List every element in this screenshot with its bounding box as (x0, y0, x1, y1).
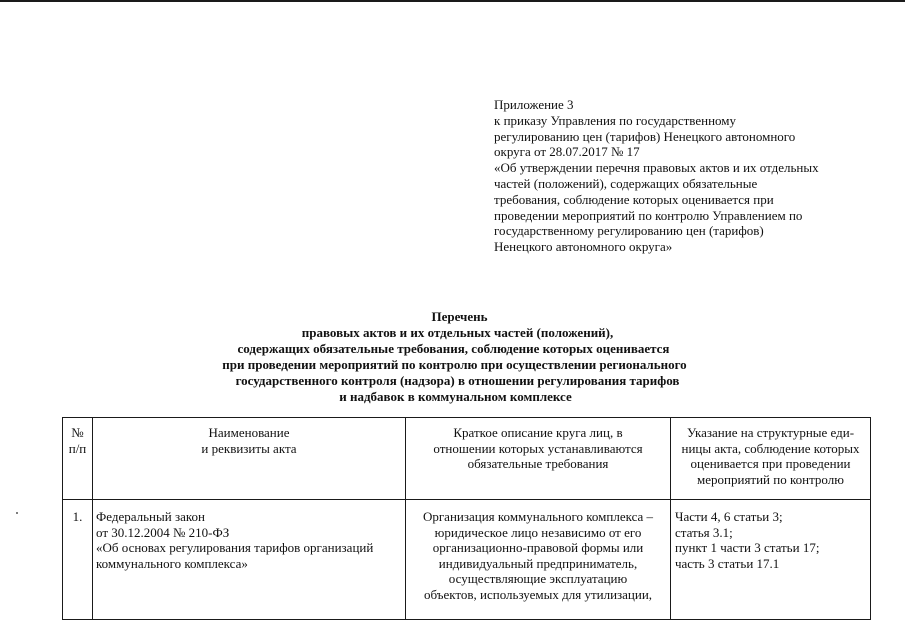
cell-line: статья 3.1; (675, 524, 733, 540)
table-row (63, 500, 871, 620)
cell-line: осуществляющие эксплуатацию (448, 571, 628, 587)
header-text: мероприятий по контролю (697, 471, 844, 487)
structural-units-cell (671, 500, 871, 620)
header-cell-desc (406, 418, 671, 500)
appendix-header (494, 97, 894, 255)
cell-line: часть 3 статьи 17.1 (675, 555, 780, 571)
cell-line: Организация коммунального комплекса – (422, 509, 654, 524)
cell-line: объектов, используемых для утилизации, (423, 586, 653, 602)
appendix-line: государственному регулированию цен (тарифов) (494, 223, 764, 239)
header-text: отношении которых устанавливаются (433, 440, 643, 456)
title-line: Перечень (431, 309, 488, 324)
header-text: и реквизиты акта (201, 440, 297, 456)
header-cell-num (63, 418, 93, 500)
title-line: правовых актов и их отдельных частей (положений), (301, 324, 614, 340)
header-text: № (71, 425, 84, 440)
cell-line: пункт 1 части 3 статьи 17; (675, 540, 820, 556)
table-header-row (63, 418, 871, 500)
cell-line: организационно-правовой формы или (432, 540, 644, 556)
header-text: Краткое описание круга лиц, в (453, 425, 623, 440)
top-edge-line (0, 0, 905, 2)
cell-line: юридическое лицо независимо от его (434, 524, 642, 540)
header-text: обязательные требования (467, 456, 609, 472)
document-title (0, 309, 905, 404)
appendix-line: регулированию цен (тарифов) Ненецкого автономного (494, 128, 796, 144)
header-text: Указание на структурные еди- (686, 425, 855, 440)
appendix-line: проведении мероприятий по контролю Управлением по (494, 207, 803, 223)
cell-line: Федеральный закон (96, 509, 205, 524)
appendix-line: к приказу Управления по государственному (494, 112, 737, 128)
header-text: Наименование (208, 425, 290, 440)
title-line: и надбавок в коммунальном комплексе (339, 388, 572, 404)
cell-line: от 30.12.2004 № 210-ФЗ (96, 524, 230, 540)
header-cell-ref (671, 418, 871, 500)
acts-table (62, 417, 871, 620)
appendix-line: округа от 28.07.2017 № 17 (494, 144, 640, 160)
appendix-line: «Об утверждении перечня правовых актов и их отдельных (494, 160, 819, 176)
appendix-line: требования, соблюдение которых оценивается при (494, 191, 774, 207)
cell-line: «Об основах регулирования тарифов организаций (96, 540, 374, 556)
header-text: оценивается при проведении (690, 456, 851, 472)
title-line: при проведении мероприятий по контролю при осуществлении регионального (222, 356, 687, 372)
cell-line: Части 4, 6 статьи 3; (675, 509, 783, 524)
act-name-cell (93, 500, 406, 620)
title-line: содержащих обязательные требования, соблюдение которых оценивается (237, 340, 670, 356)
header-text: п/п (68, 440, 87, 456)
header-cell-name (93, 418, 406, 500)
appendix-line: частей (положений), содержащих обязательные (494, 175, 758, 191)
title-line: государственного контроля (надзора) в отношении регулирования тарифов (235, 372, 680, 388)
appendix-line: Ненецкого автономного округа» (494, 239, 673, 255)
scan-speck (16, 512, 18, 514)
header-text: ницы акта, соблюдение которых (681, 440, 860, 456)
cell-line: коммунального комплекса» (96, 555, 248, 571)
appendix-line: Приложение 3 (494, 97, 574, 112)
description-cell (406, 500, 671, 620)
row-number-cell: 1. (63, 500, 93, 620)
cell-line: индивидуальный предприниматель, (438, 555, 638, 571)
